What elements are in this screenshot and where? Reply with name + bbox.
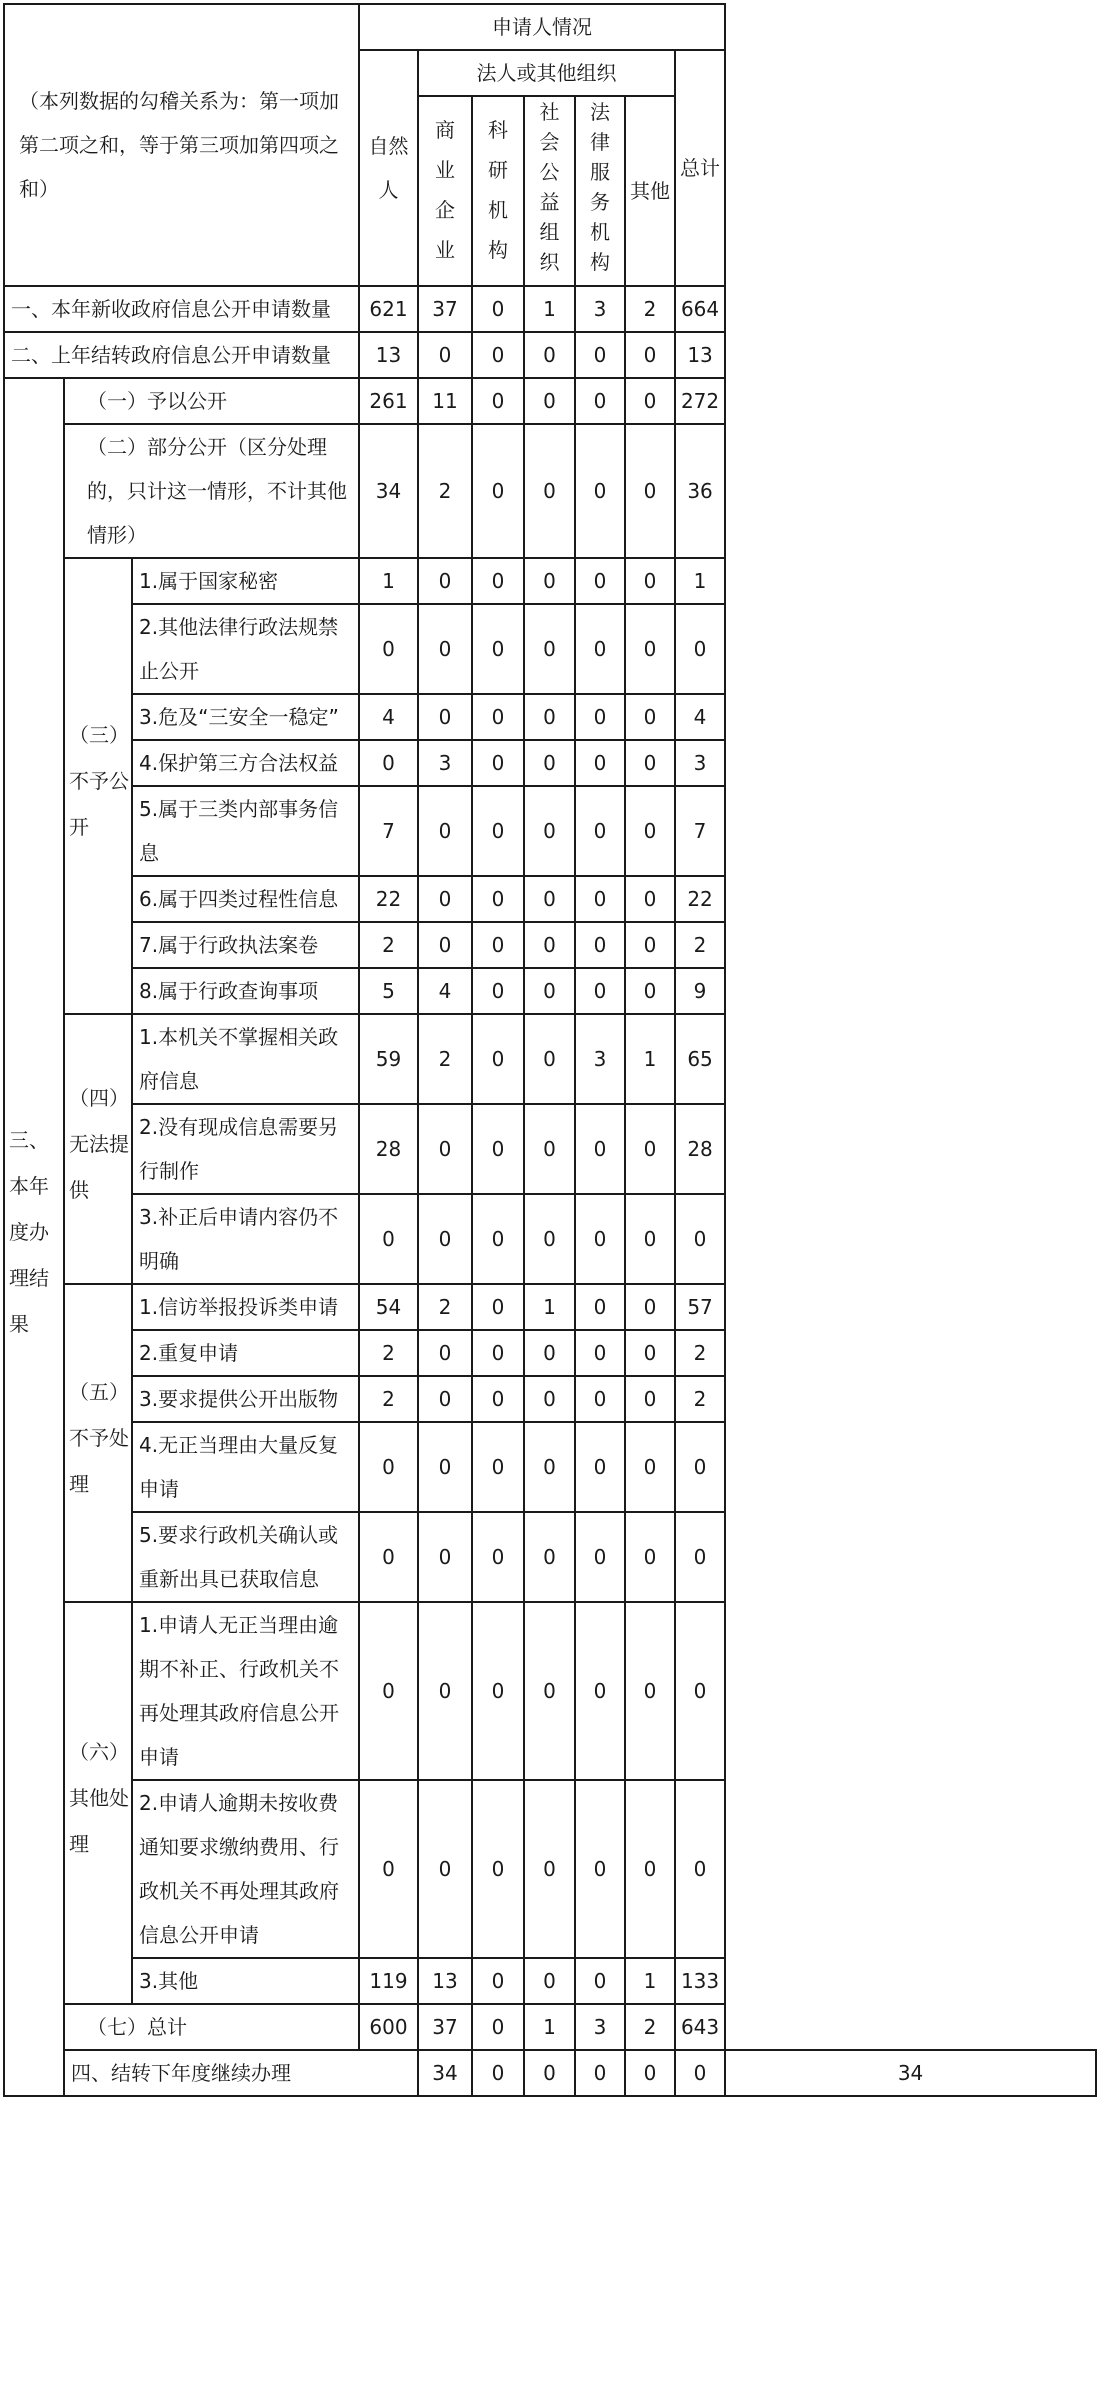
cell-natural-person: 261 — [359, 378, 418, 424]
cell-research: 0 — [472, 876, 524, 922]
cell-legal-service: 0 — [575, 740, 625, 786]
cell-research: 0 — [472, 332, 524, 378]
cell-business: 13 — [418, 1958, 472, 2004]
cell-other: 0 — [625, 1284, 675, 1330]
cell-other: 0 — [625, 740, 675, 786]
cell-business: 37 — [418, 286, 472, 332]
cell-total: 2 — [675, 1330, 725, 1376]
cell-business: 37 — [418, 2004, 472, 2050]
cell-research: 0 — [524, 2050, 575, 2096]
cell-social: 0 — [524, 1194, 575, 1284]
cell-natural-person: 0 — [359, 1602, 418, 1780]
cell-business: 0 — [418, 922, 472, 968]
cell-research: 0 — [472, 786, 524, 876]
cell-business: 2 — [418, 1284, 472, 1330]
cell-social: 0 — [524, 740, 575, 786]
table-row — [4, 558, 1096, 604]
cell-other: 0 — [625, 786, 675, 876]
table-row — [4, 1194, 1096, 1284]
cell-business: 4 — [418, 968, 472, 1014]
cell-social: 0 — [524, 876, 575, 922]
cell-social: 0 — [524, 424, 575, 558]
cell-natural-person: 0 — [359, 1780, 418, 1958]
cell-legal-service: 0 — [575, 558, 625, 604]
cell-total: 36 — [675, 424, 725, 558]
row-label: 5.属于三类内部事务信息 — [132, 786, 359, 876]
cell-total: 643 — [675, 2004, 725, 2050]
group-6-label-text: （六）其他处理 — [69, 1739, 129, 1856]
row-label: 3.补正后申请内容仍不明确 — [132, 1194, 359, 1284]
group-3-label-text: （三）不予公开 — [69, 722, 129, 839]
cell-research: 0 — [472, 1014, 524, 1104]
cell-total: 664 — [675, 286, 725, 332]
cell-business: 0 — [418, 694, 472, 740]
cell-total: 133 — [675, 1958, 725, 2004]
cell-business: 0 — [418, 876, 472, 922]
cell-legal-service: 0 — [575, 1376, 625, 1422]
table-row — [4, 1330, 1096, 1376]
header-applicant-situation: 申请人情况 — [359, 4, 725, 50]
cell-legal-service: 3 — [575, 2004, 625, 2050]
row-label: 7.属于行政执法案卷 — [132, 922, 359, 968]
cell-social: 1 — [524, 2004, 575, 2050]
cell-natural-person: 621 — [359, 286, 418, 332]
cell-natural-person: 4 — [359, 694, 418, 740]
cell-total: 7 — [675, 786, 725, 876]
cell-social: 0 — [524, 922, 575, 968]
cell-social: 0 — [524, 1014, 575, 1104]
cell-legal-service: 0 — [575, 1422, 625, 1512]
section-3-label — [4, 378, 64, 2096]
cell-legal-service: 0 — [575, 424, 625, 558]
table-row — [4, 694, 1096, 740]
group-4-label — [64, 1014, 132, 1284]
row-label: 3.要求提供公开出版物 — [132, 1376, 359, 1422]
cell-natural-person: 2 — [359, 1330, 418, 1376]
cell-business: 0 — [418, 558, 472, 604]
cell-legal-service: 0 — [575, 1958, 625, 2004]
table-row — [4, 1284, 1096, 1330]
cell-business: 0 — [418, 332, 472, 378]
cell-business: 0 — [418, 1194, 472, 1284]
cell-business: 11 — [418, 378, 472, 424]
cell-total: 22 — [675, 876, 725, 922]
cell-legal-service: 0 — [575, 1330, 625, 1376]
row-label: 3.其他 — [132, 1958, 359, 2004]
cell-business: 0 — [418, 1104, 472, 1194]
cell-research: 0 — [472, 424, 524, 558]
cell-research: 0 — [472, 1780, 524, 1958]
cell-social: 0 — [524, 604, 575, 694]
cell-research: 0 — [472, 740, 524, 786]
cell-social: 0 — [524, 378, 575, 424]
table-row — [4, 876, 1096, 922]
cell-social: 1 — [524, 1284, 575, 1330]
cell-social: 0 — [524, 1780, 575, 1958]
cell-other: 0 — [625, 558, 675, 604]
group-5-label-text: （五）不予处理 — [69, 1379, 129, 1496]
cell-research: 0 — [472, 1958, 524, 2004]
cell-total: 272 — [675, 378, 725, 424]
table-row — [4, 2050, 1096, 2096]
group-4-label-text: （四）无法提供 — [69, 1085, 129, 1202]
row-label: 1.属于国家秘密 — [132, 558, 359, 604]
header-note — [4, 4, 359, 286]
cell-other: 0 — [625, 1422, 675, 1512]
cell-other: 2 — [625, 286, 675, 332]
cell-legal-service: 0 — [575, 968, 625, 1014]
cell-total: 2 — [675, 922, 725, 968]
cell-legal-service: 0 — [575, 1780, 625, 1958]
cell-natural-person: 22 — [359, 876, 418, 922]
cell-business: 3 — [418, 740, 472, 786]
cell-other: 0 — [675, 2050, 725, 2096]
header-research-text: 科研机构 — [488, 117, 509, 262]
group-3-label — [64, 558, 132, 1014]
header-legal-orgs: 法人或其他组织 — [418, 50, 675, 96]
table-row — [4, 332, 1096, 378]
cell-total: 57 — [675, 1284, 725, 1330]
row-label: 4.保护第三方合法权益 — [132, 740, 359, 786]
cell-natural-person: 0 — [359, 604, 418, 694]
cell-other: 0 — [625, 1194, 675, 1284]
cell-total: 3 — [675, 740, 725, 786]
header-social — [524, 96, 575, 286]
cell-business: 0 — [472, 2050, 524, 2096]
cell-social: 0 — [524, 1376, 575, 1422]
cell-business: 0 — [418, 1780, 472, 1958]
cell-natural-person: 28 — [359, 1104, 418, 1194]
table-row — [4, 1422, 1096, 1512]
section-3-label-text: 三、本年度办理结果 — [9, 1127, 49, 1336]
cell-legal-service: 3 — [575, 1014, 625, 1104]
cell-legal-service: 0 — [575, 876, 625, 922]
cell-legal-service: 0 — [575, 604, 625, 694]
table-row — [4, 1512, 1096, 1602]
cell-legal-service: 0 — [575, 786, 625, 876]
cell-natural-person: 600 — [359, 2004, 418, 2050]
row-label: 2.重复申请 — [132, 1330, 359, 1376]
cell-other: 0 — [625, 1104, 675, 1194]
cell-research: 0 — [472, 1512, 524, 1602]
header-total: 总计 — [675, 50, 725, 286]
cell-other: 1 — [625, 1958, 675, 2004]
cell-natural-person: 54 — [359, 1284, 418, 1330]
header-social-text: 社会公益组织 — [539, 100, 560, 274]
row-label: 5.要求行政机关确认或重新出具已获取信息 — [132, 1512, 359, 1602]
cell-legal-service: 3 — [575, 286, 625, 332]
cell-natural-person: 119 — [359, 1958, 418, 2004]
cell-total: 0 — [675, 1602, 725, 1780]
cell-social: 0 — [524, 968, 575, 1014]
table-row — [4, 1014, 1096, 1104]
row-label: （一）予以公开 — [64, 378, 359, 424]
cell-social: 0 — [524, 1958, 575, 2004]
cell-total: 0 — [675, 1194, 725, 1284]
table-row — [4, 378, 1096, 424]
cell-natural-person: 7 — [359, 786, 418, 876]
table-row — [4, 1780, 1096, 1958]
cell-social: 0 — [524, 1104, 575, 1194]
header-research — [472, 96, 524, 286]
cell-total: 13 — [675, 332, 725, 378]
cell-natural-person: 13 — [359, 332, 418, 378]
cell-business: 2 — [418, 1014, 472, 1104]
cell-social: 0 — [524, 332, 575, 378]
statistics-table — [3, 3, 1097, 2097]
cell-research: 0 — [472, 1194, 524, 1284]
row-label: 8.属于行政查询事项 — [132, 968, 359, 1014]
cell-social: 1 — [524, 286, 575, 332]
table-row — [4, 286, 1096, 332]
table-row — [4, 2004, 1096, 2050]
row-label: 2.申请人逾期未按收费通知要求缴纳费用、行政机关不再处理其政府信息公开申请 — [132, 1780, 359, 1958]
cell-total: 4 — [675, 694, 725, 740]
cell-natural-person: 59 — [359, 1014, 418, 1104]
row-label: 6.属于四类过程性信息 — [132, 876, 359, 922]
table-row — [4, 740, 1096, 786]
cell-other: 0 — [625, 604, 675, 694]
cell-other: 0 — [625, 1602, 675, 1780]
cell-research: 0 — [472, 1422, 524, 1512]
cell-natural-person: 34 — [359, 424, 418, 558]
cell-legal-service: 0 — [575, 922, 625, 968]
cell-total: 0 — [675, 1512, 725, 1602]
cell-legal-service: 0 — [575, 378, 625, 424]
cell-total: 0 — [675, 1780, 725, 1958]
row-label: 2.其他法律行政法规禁止公开 — [132, 604, 359, 694]
cell-legal-service: 0 — [625, 2050, 675, 2096]
cell-research: 0 — [472, 558, 524, 604]
cell-research: 0 — [472, 1602, 524, 1780]
cell-legal-service: 0 — [575, 1512, 625, 1602]
cell-total: 1 — [675, 558, 725, 604]
cell-research: 0 — [472, 604, 524, 694]
cell-business: 0 — [418, 1422, 472, 1512]
row-label: （七）总计 — [64, 2004, 359, 2050]
header-legal-service-text: 法律服务机构 — [590, 100, 611, 274]
cell-legal-service: 0 — [575, 1194, 625, 1284]
header-other: 其他 — [625, 96, 675, 286]
cell-total: 0 — [675, 1422, 725, 1512]
cell-other: 0 — [625, 424, 675, 558]
cell-total: 28 — [675, 1104, 725, 1194]
cell-research: 0 — [472, 1376, 524, 1422]
header-natural-person: 自然人 — [359, 50, 418, 286]
row-label: 1.本机关不掌握相关政府信息 — [132, 1014, 359, 1104]
table-row — [4, 1104, 1096, 1194]
cell-natural-person: 0 — [359, 1512, 418, 1602]
cell-other: 0 — [625, 1512, 675, 1602]
table-row — [4, 604, 1096, 694]
cell-social: 0 — [524, 1602, 575, 1780]
cell-legal-service: 0 — [575, 1602, 625, 1780]
cell-social: 0 — [524, 558, 575, 604]
cell-total: 0 — [675, 604, 725, 694]
group-5-label — [64, 1284, 132, 1602]
row-label: （二）部分公开（区分处理的，只计这一情形，不计其他情形） — [64, 424, 359, 558]
cell-business: 0 — [418, 604, 472, 694]
cell-business: 0 — [418, 1512, 472, 1602]
cell-research: 0 — [472, 2004, 524, 2050]
row-label: 一、本年新收政府信息公开申请数量 — [4, 286, 359, 332]
cell-other: 0 — [625, 1376, 675, 1422]
cell-other: 2 — [625, 2004, 675, 2050]
cell-natural-person: 0 — [359, 1422, 418, 1512]
cell-research: 0 — [472, 286, 524, 332]
cell-legal-service: 0 — [575, 332, 625, 378]
cell-total: 9 — [675, 968, 725, 1014]
cell-natural-person: 0 — [359, 740, 418, 786]
cell-social: 0 — [524, 786, 575, 876]
cell-social: 0 — [524, 1422, 575, 1512]
cell-natural-person: 0 — [359, 1194, 418, 1284]
cell-business: 2 — [418, 424, 472, 558]
row-label: 3.危及“三安全一稳定” — [132, 694, 359, 740]
table-row — [4, 424, 1096, 558]
cell-other: 1 — [625, 1014, 675, 1104]
cell-other: 0 — [625, 968, 675, 1014]
row-label: 2.没有现成信息需要另行制作 — [132, 1104, 359, 1194]
cell-other: 0 — [625, 378, 675, 424]
cell-business: 0 — [418, 1376, 472, 1422]
cell-social: 0 — [524, 1330, 575, 1376]
header-legal-service — [575, 96, 625, 286]
cell-total: 34 — [725, 2050, 1096, 2096]
header-business — [418, 96, 472, 286]
row-label: 二、上年结转政府信息公开申请数量 — [4, 332, 359, 378]
cell-research: 0 — [472, 378, 524, 424]
cell-other: 0 — [625, 1330, 675, 1376]
cell-social: 0 — [524, 694, 575, 740]
cell-total: 65 — [675, 1014, 725, 1104]
cell-other: 0 — [625, 1780, 675, 1958]
cell-social: 0 — [575, 2050, 625, 2096]
cell-natural-person: 34 — [418, 2050, 472, 2096]
cell-research: 0 — [472, 1330, 524, 1376]
table-row — [4, 922, 1096, 968]
cell-business: 0 — [418, 1330, 472, 1376]
note-text: （本列数据的勾稽关系为：第一项加第二项之和，等于第三项加第四项之和） — [19, 89, 339, 201]
cell-natural-person: 2 — [359, 1376, 418, 1422]
cell-legal-service: 0 — [575, 1284, 625, 1330]
cell-research: 0 — [472, 1104, 524, 1194]
row-label: 四、结转下年度继续办理 — [64, 2050, 418, 2096]
cell-other: 0 — [625, 694, 675, 740]
cell-legal-service: 0 — [575, 694, 625, 740]
cell-research: 0 — [472, 968, 524, 1014]
cell-natural-person: 1 — [359, 558, 418, 604]
cell-other: 0 — [625, 332, 675, 378]
cell-legal-service: 0 — [575, 1104, 625, 1194]
table-row — [4, 786, 1096, 876]
header-business-text: 商业企业 — [435, 117, 456, 262]
cell-other: 0 — [625, 876, 675, 922]
cell-business: 0 — [418, 1602, 472, 1780]
row-label: 4.无正当理由大量反复申请 — [132, 1422, 359, 1512]
cell-business: 0 — [418, 786, 472, 876]
cell-natural-person: 5 — [359, 968, 418, 1014]
table-row — [4, 1958, 1096, 2004]
cell-natural-person: 2 — [359, 922, 418, 968]
row-label: 1.信访举报投诉类申请 — [132, 1284, 359, 1330]
cell-research: 0 — [472, 694, 524, 740]
table-row — [4, 968, 1096, 1014]
cell-other: 0 — [625, 922, 675, 968]
table-row — [4, 1602, 1096, 1780]
cell-total: 2 — [675, 1376, 725, 1422]
row-label: 1.申请人无正当理由逾期不补正、行政机关不再处理其政府信息公开申请 — [132, 1602, 359, 1780]
cell-research: 0 — [472, 922, 524, 968]
table-row — [4, 1376, 1096, 1422]
cell-social: 0 — [524, 1512, 575, 1602]
cell-research: 0 — [472, 1284, 524, 1330]
group-6-label — [64, 1602, 132, 2004]
